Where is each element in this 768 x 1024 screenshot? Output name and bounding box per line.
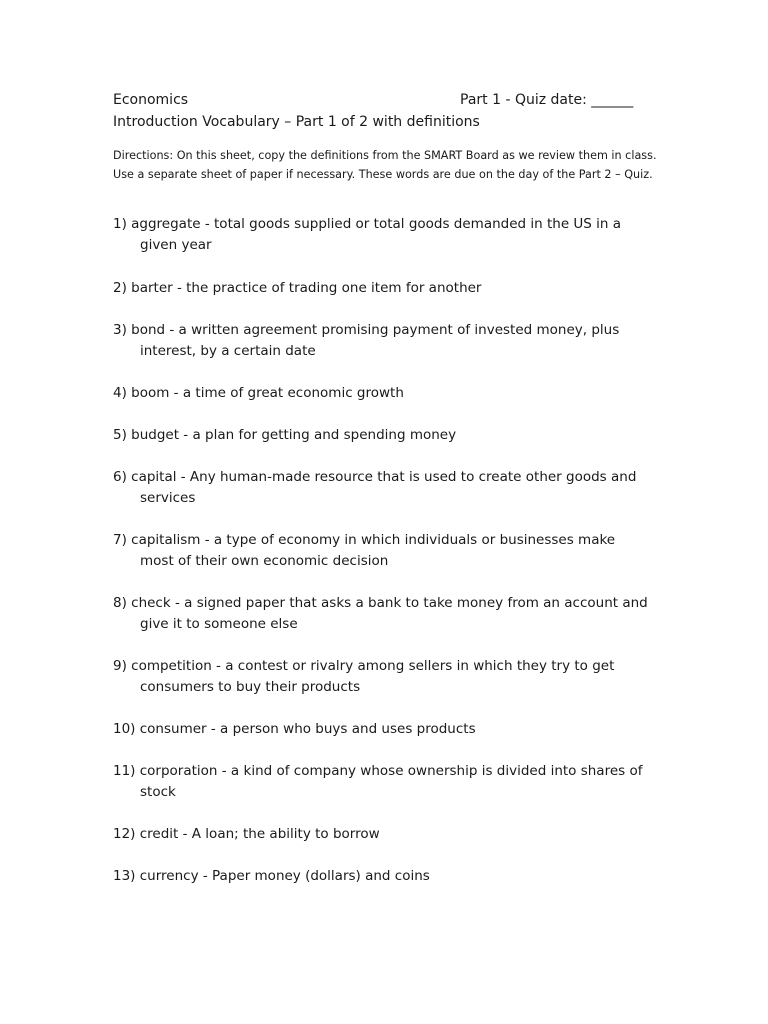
vocab-item-currency: 13) currency - Paper money (dollars) and coins <box>113 868 430 884</box>
vocab-item-barter: 2) barter - the practice of trading one item for another <box>113 280 482 296</box>
worksheet-subtitle: Introduction Vocabulary – Part 1 of 2 with definitions <box>113 114 480 130</box>
quiz-date-line: Part 1 - Quiz date: ______ <box>460 92 634 108</box>
vocab-item-competition: 9) competition - a contest or rivalry among sellers in which they try to get consumers to buy their products <box>113 658 615 695</box>
vocab-item-check: 8) check - a signed paper that asks a bank to take money from an account and give it to someone else <box>113 595 648 632</box>
vocab-item-corporation: 11) corporation - a kind of company whose ownership is divided into shares of stock <box>113 763 643 800</box>
header-row <box>113 92 658 112</box>
vocab-item-consumer: 10) consumer - a person who buys and uses products <box>113 721 476 737</box>
course-title: Economics <box>113 92 189 108</box>
vocab-item-bond: 3) bond - a written agreement promising payment of invested money, plus interest, by a certain date <box>113 322 620 359</box>
vocab-item-boom: 4) boom - a time of great economic growth <box>113 385 404 401</box>
vocab-item-credit: 12) credit - A loan; the ability to borrow <box>113 826 380 842</box>
vocab-item-budget: 5) budget - a plan for getting and spending money <box>113 427 457 443</box>
vocab-item-capitalism: 7) capitalism - a type of economy in which individuals or businesses make most of their own economic decision <box>113 532 616 569</box>
directions-text: Directions: On this sheet, copy the definitions from the SMART Board as we review them in class. Use a separate sheet of paper if necessary. These words are due on the day of the Part 2 – Quiz. <box>113 149 657 181</box>
vocab-item-capital: 6) capital - Any human-made resource that is used to create other goods and services <box>113 469 637 506</box>
vocab-item-aggregate: 1) aggregate - total goods supplied or total goods demanded in the US in a given year <box>113 216 622 253</box>
